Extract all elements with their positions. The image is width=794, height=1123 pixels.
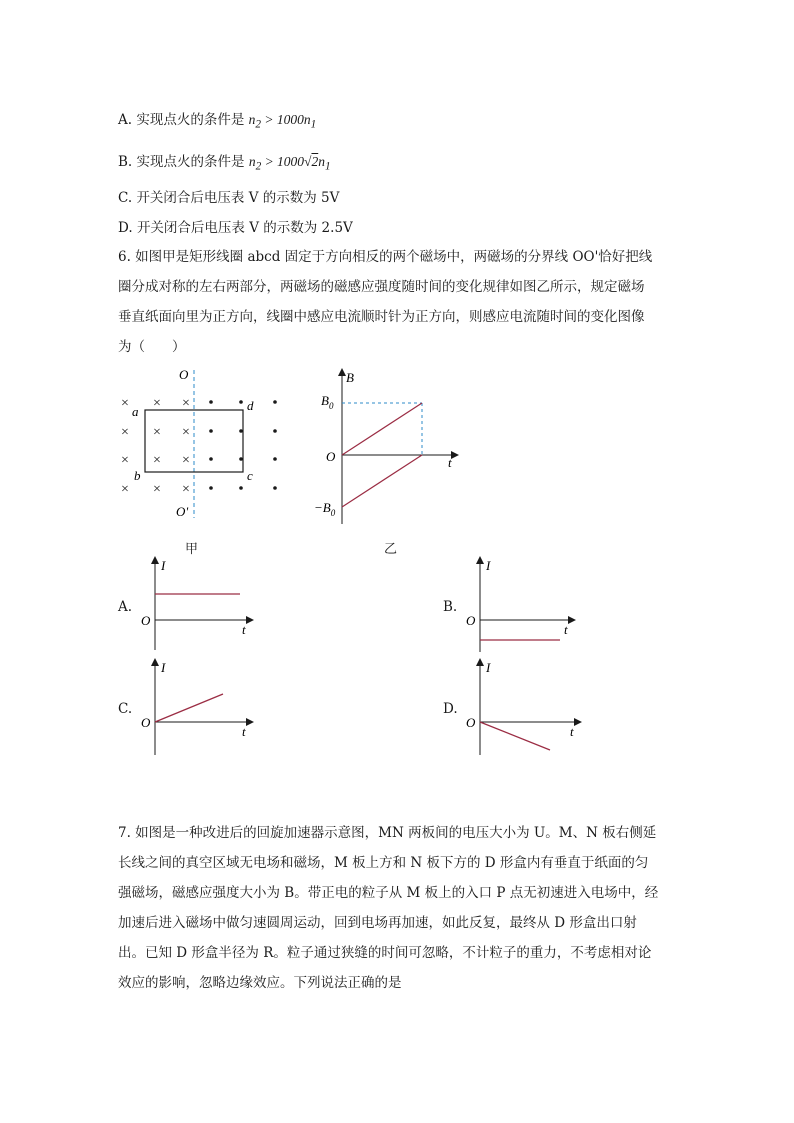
cross-mark: × bbox=[182, 396, 190, 411]
answer-graph-a bbox=[143, 556, 283, 656]
question-line: 出。已知 D 形盒半径为 R。粒子通过狭缝的时间可忽略，不计粒子的重力，不考虑相对论 bbox=[118, 945, 652, 961]
dot-mark bbox=[239, 429, 243, 433]
question-line: 强磁场，磁感应强度大小为 B。带正电的粒子从 M 板上的入口 P 点无初速进入电场中，经 bbox=[118, 885, 659, 901]
graph-option-letter: D. bbox=[443, 701, 458, 717]
cross-mark: × bbox=[121, 453, 129, 468]
graph-option-letter: A. bbox=[118, 599, 133, 615]
question-line: 6. 如图甲是矩形线圈 abcd 固定于方向相反的两个磁场中，两磁场的分界线 OO'恰好把线 bbox=[118, 249, 653, 265]
label-origin: O bbox=[466, 715, 476, 730]
answer-graph-b bbox=[468, 556, 608, 656]
label-i: I bbox=[161, 558, 166, 573]
dot-mark bbox=[273, 486, 277, 490]
question-line: 为（ ） bbox=[118, 339, 186, 355]
option-text: 实现点火的条件是 bbox=[136, 112, 245, 128]
dot-mark bbox=[239, 486, 243, 490]
question-line: 圈分成对称的左右两部分，两磁场的磁感应强度随时间的变化规律如图乙所示，规定磁场 bbox=[118, 279, 645, 295]
question-line: 垂直纸面向里为正方向，线圈中感应电流顺时针为正方向，则感应电流随时间的变化图像 bbox=[118, 309, 645, 325]
label-t: t bbox=[570, 724, 574, 739]
current-line bbox=[480, 722, 550, 750]
question-line: 加速后进入磁场中做匀速圆周运动，回到电场再加速，如此反复，最终从 D 形盒出口射 bbox=[118, 915, 637, 931]
option-letter: D. bbox=[118, 220, 133, 236]
label-origin: O bbox=[141, 613, 151, 628]
label-b-axis: B bbox=[346, 370, 354, 385]
cross-mark: × bbox=[182, 482, 190, 497]
cross-mark: × bbox=[153, 396, 161, 411]
field-line-right bbox=[342, 455, 422, 507]
dot-mark bbox=[209, 457, 213, 461]
cross-mark: × bbox=[182, 425, 190, 440]
dot-mark bbox=[239, 400, 243, 404]
option-c bbox=[118, 186, 339, 206]
dot-mark bbox=[209, 486, 213, 490]
question-line: 7. 如图是一种改进后的回旋加速器示意图，MN 两板间的电压大小为 U。M、N 板右侧延 bbox=[118, 825, 657, 841]
question-line: 长线之间的真空区域无电场和磁场，M 板上方和 N 板下方的 D 形盒内有垂直于纸面的匀 bbox=[118, 855, 649, 871]
option-b bbox=[118, 150, 331, 173]
graph-option-letter: C. bbox=[118, 701, 133, 717]
label-c: c bbox=[247, 468, 253, 483]
question-line: 效应的影响，忽略边缘效应。下列说法正确的是 bbox=[118, 975, 402, 991]
question-7-text bbox=[118, 818, 678, 998]
option-formula: $n_2 > 1000n_1$ bbox=[248, 112, 317, 131]
figure-yi bbox=[312, 366, 472, 526]
option-formula: $n_2 > 1000√2n_1$ bbox=[248, 154, 331, 173]
cross-mark: × bbox=[121, 425, 129, 440]
option-letter: C. bbox=[118, 190, 133, 206]
label-i: I bbox=[161, 660, 166, 675]
figure-jia bbox=[110, 362, 300, 524]
option-text: 实现点火的条件是 bbox=[136, 154, 245, 170]
cross-mark: × bbox=[121, 396, 129, 411]
cross-mark: × bbox=[153, 453, 161, 468]
label-origin: O bbox=[466, 613, 476, 628]
label-origin: O bbox=[326, 449, 336, 464]
cross-mark: × bbox=[121, 482, 129, 497]
label-o-top: O bbox=[179, 367, 189, 382]
option-d bbox=[118, 216, 353, 236]
option-letter: B. bbox=[118, 154, 133, 170]
label-o-bottom: O' bbox=[176, 504, 189, 519]
graph-option-letter: B. bbox=[443, 599, 458, 615]
cross-mark: × bbox=[153, 425, 161, 440]
label-t: t bbox=[242, 622, 246, 637]
dot-mark bbox=[273, 400, 277, 404]
dot-mark bbox=[273, 429, 277, 433]
caption-yi: 乙 bbox=[384, 542, 398, 557]
label-b0: $B_0$ bbox=[321, 393, 334, 411]
cross-mark: × bbox=[153, 482, 161, 497]
label-t: t bbox=[564, 622, 568, 637]
dot-mark bbox=[209, 400, 213, 404]
question-6-text bbox=[118, 242, 678, 362]
dot-mark bbox=[239, 457, 243, 461]
caption-jia: 甲 bbox=[185, 542, 199, 557]
label-t: t bbox=[448, 455, 452, 470]
label-d: d bbox=[247, 398, 254, 413]
label-origin: O bbox=[141, 715, 151, 730]
option-letter: A. bbox=[118, 112, 133, 128]
label-a: a bbox=[132, 404, 139, 419]
option-text: 开关闭合后电压表 V 的示数为 2.5V bbox=[136, 220, 353, 236]
label-i: I bbox=[486, 558, 491, 573]
option-a bbox=[118, 108, 316, 131]
label-neg-b0: $-B_0$ bbox=[314, 500, 336, 518]
label-b: b bbox=[134, 468, 141, 483]
field-line-left bbox=[342, 403, 422, 455]
label-i: I bbox=[486, 660, 491, 675]
dot-mark bbox=[273, 457, 277, 461]
current-line bbox=[155, 694, 223, 722]
cross-mark: × bbox=[182, 453, 190, 468]
dot-mark bbox=[209, 429, 213, 433]
answer-graph-d bbox=[468, 658, 608, 758]
label-t: t bbox=[242, 724, 246, 739]
option-text: 开关闭合后电压表 V 的示数为 5V bbox=[136, 190, 340, 206]
answer-graph-c bbox=[143, 658, 283, 758]
